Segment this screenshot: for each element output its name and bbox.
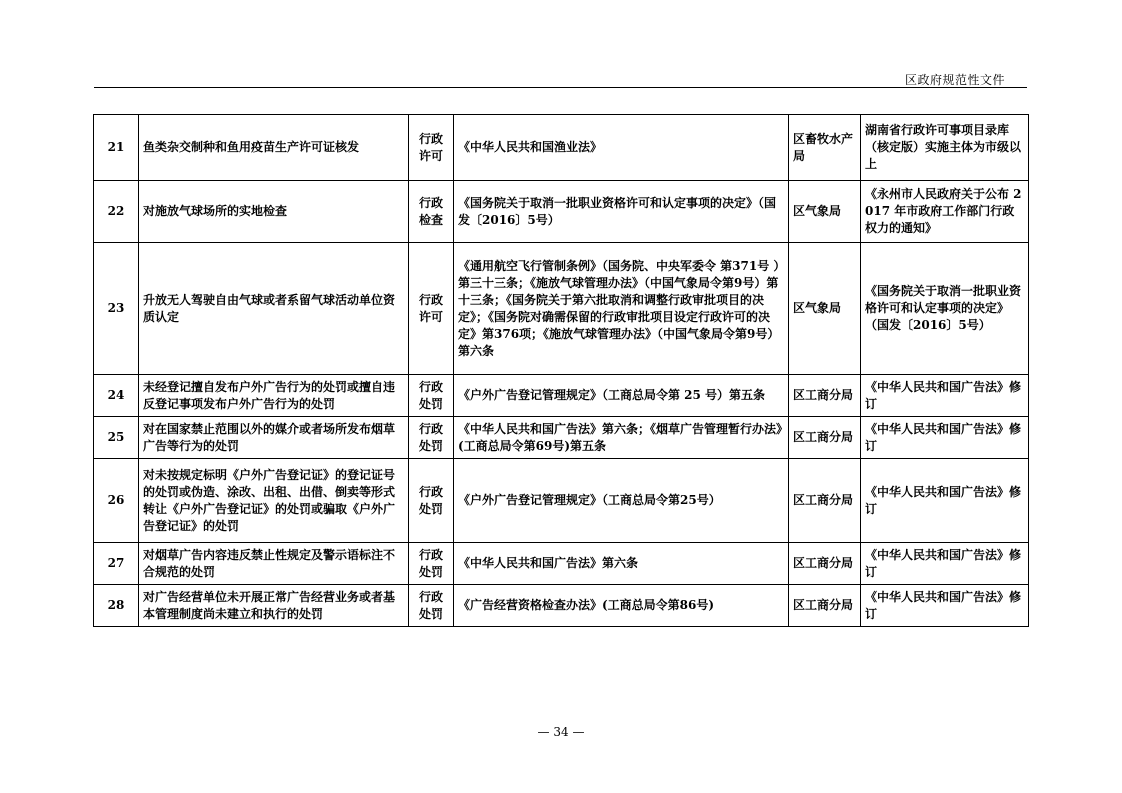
implementing-department: 区工商分局: [789, 375, 861, 417]
power-type: 行政许可: [409, 115, 454, 181]
power-item-name: 对施放气球场所的实地检查: [139, 181, 409, 243]
table-body: [94, 115, 1029, 627]
implementing-department: 区畜牧水产局: [789, 115, 861, 181]
remark: 《国务院关于取消一批职业资格许可和认定事项的决定》（国发〔2016〕5号）: [861, 243, 1029, 375]
power-type: 行政检查: [409, 181, 454, 243]
row-number: 23: [94, 243, 139, 375]
document-header-title: 区政府规范性文件: [904, 73, 1005, 87]
legal-basis: 《通用航空飞行管制条例》（国务院、中央军委令 第371号 ）第三十三条；《施放气球管理办法》（中国气象局令第9号）第十三条；《国务院关于第六批取消和调整行政审批项目的决定》；《国务院对确需保留的行政审批项目设定行政许可的决定》第376项；《施放气球管理办法》（中国气象局令第9号）第六条: [454, 243, 789, 375]
power-item-name: 升放无人驾驶自由气球或者系留气球活动单位资质认定: [139, 243, 409, 375]
power-type: 行政处罚: [409, 375, 454, 417]
implementing-department: 区工商分局: [789, 417, 861, 459]
remark: 《中华人民共和国广告法》修订: [861, 585, 1029, 627]
legal-basis: 《中华人民共和国渔业法》: [454, 115, 789, 181]
row-number: 21: [94, 115, 139, 181]
legal-basis: 《户外广告登记管理规定》（工商总局令第25号）: [454, 459, 789, 543]
implementing-department: 区气象局: [789, 243, 861, 375]
power-type: 行政处罚: [409, 585, 454, 627]
remark: 《中华人民共和国广告法》修订: [861, 459, 1029, 543]
page-number: — 34 —: [537, 725, 585, 739]
table-row: [94, 585, 1029, 627]
power-type: 行政处罚: [409, 459, 454, 543]
power-type: 行政处罚: [409, 417, 454, 459]
legal-basis: 《中华人民共和国广告法》第六条: [454, 543, 789, 585]
remark: 《中华人民共和国广告法》修订: [861, 543, 1029, 585]
table-row: [94, 115, 1029, 181]
power-item-name: 鱼类杂交制种和鱼用疫苗生产许可证核发: [139, 115, 409, 181]
table-row: [94, 459, 1029, 543]
legal-basis: 《广告经营资格检查办法》(工商总局令第86号): [454, 585, 789, 627]
power-item-name: 未经登记擅自发布户外广告行为的处罚或擅自违反登记事项发布户外广告行为的处罚: [139, 375, 409, 417]
table-row: [94, 243, 1029, 375]
power-item-name: 对烟草广告内容违反禁止性规定及警示语标注不合规范的处罚: [139, 543, 409, 585]
table-row: [94, 543, 1029, 585]
header-divider: [94, 87, 1027, 88]
power-type: 行政处罚: [409, 543, 454, 585]
implementing-department: 区工商分局: [789, 459, 861, 543]
row-number: 27: [94, 543, 139, 585]
implementing-department: 区工商分局: [789, 585, 861, 627]
remark: 《永州市人民政府关于公布 2017 年市政府工作部门行政权力的通知》: [861, 181, 1029, 243]
remark: 《中华人民共和国广告法》修订: [861, 417, 1029, 459]
table-row: [94, 181, 1029, 243]
legal-basis: 《户外广告登记管理规定》（工商总局令第 25 号）第五条: [454, 375, 789, 417]
implementing-department: 区气象局: [789, 181, 861, 243]
power-item-name: 对广告经营单位未开展正常广告经营业务或者基本管理制度尚未建立和执行的处罚: [139, 585, 409, 627]
row-number: 22: [94, 181, 139, 243]
legal-basis: 《国务院关于取消一批职业资格许可和认定事项的决定》（国发〔2016〕5号）: [454, 181, 789, 243]
legal-basis: 《中华人民共和国广告法》第六条；《烟草广告管理暂行办法》(工商总局令第69号)第五条: [454, 417, 789, 459]
power-item-name: 对在国家禁止范围以外的媒介或者场所发布烟草广告等行为的处罚: [139, 417, 409, 459]
row-number: 26: [94, 459, 139, 543]
power-item-name: 对未按规定标明《户外广告登记证》的登记证号的处罚或伪造、涂改、出租、出借、倒卖等形式转让《户外广告登记证》的处罚或骗取《户外广告登记证》的处罚: [139, 459, 409, 543]
table-row: [94, 417, 1029, 459]
remark: 湖南省行政许可事项目录库（核定版）实施主体为市级以上: [861, 115, 1029, 181]
row-number: 25: [94, 417, 139, 459]
row-number: 28: [94, 585, 139, 627]
administrative-power-table: [93, 114, 1029, 627]
implementing-department: 区工商分局: [789, 543, 861, 585]
row-number: 24: [94, 375, 139, 417]
power-type: 行政许可: [409, 243, 454, 375]
table-row: [94, 375, 1029, 417]
remark: 《中华人民共和国广告法》修订: [861, 375, 1029, 417]
